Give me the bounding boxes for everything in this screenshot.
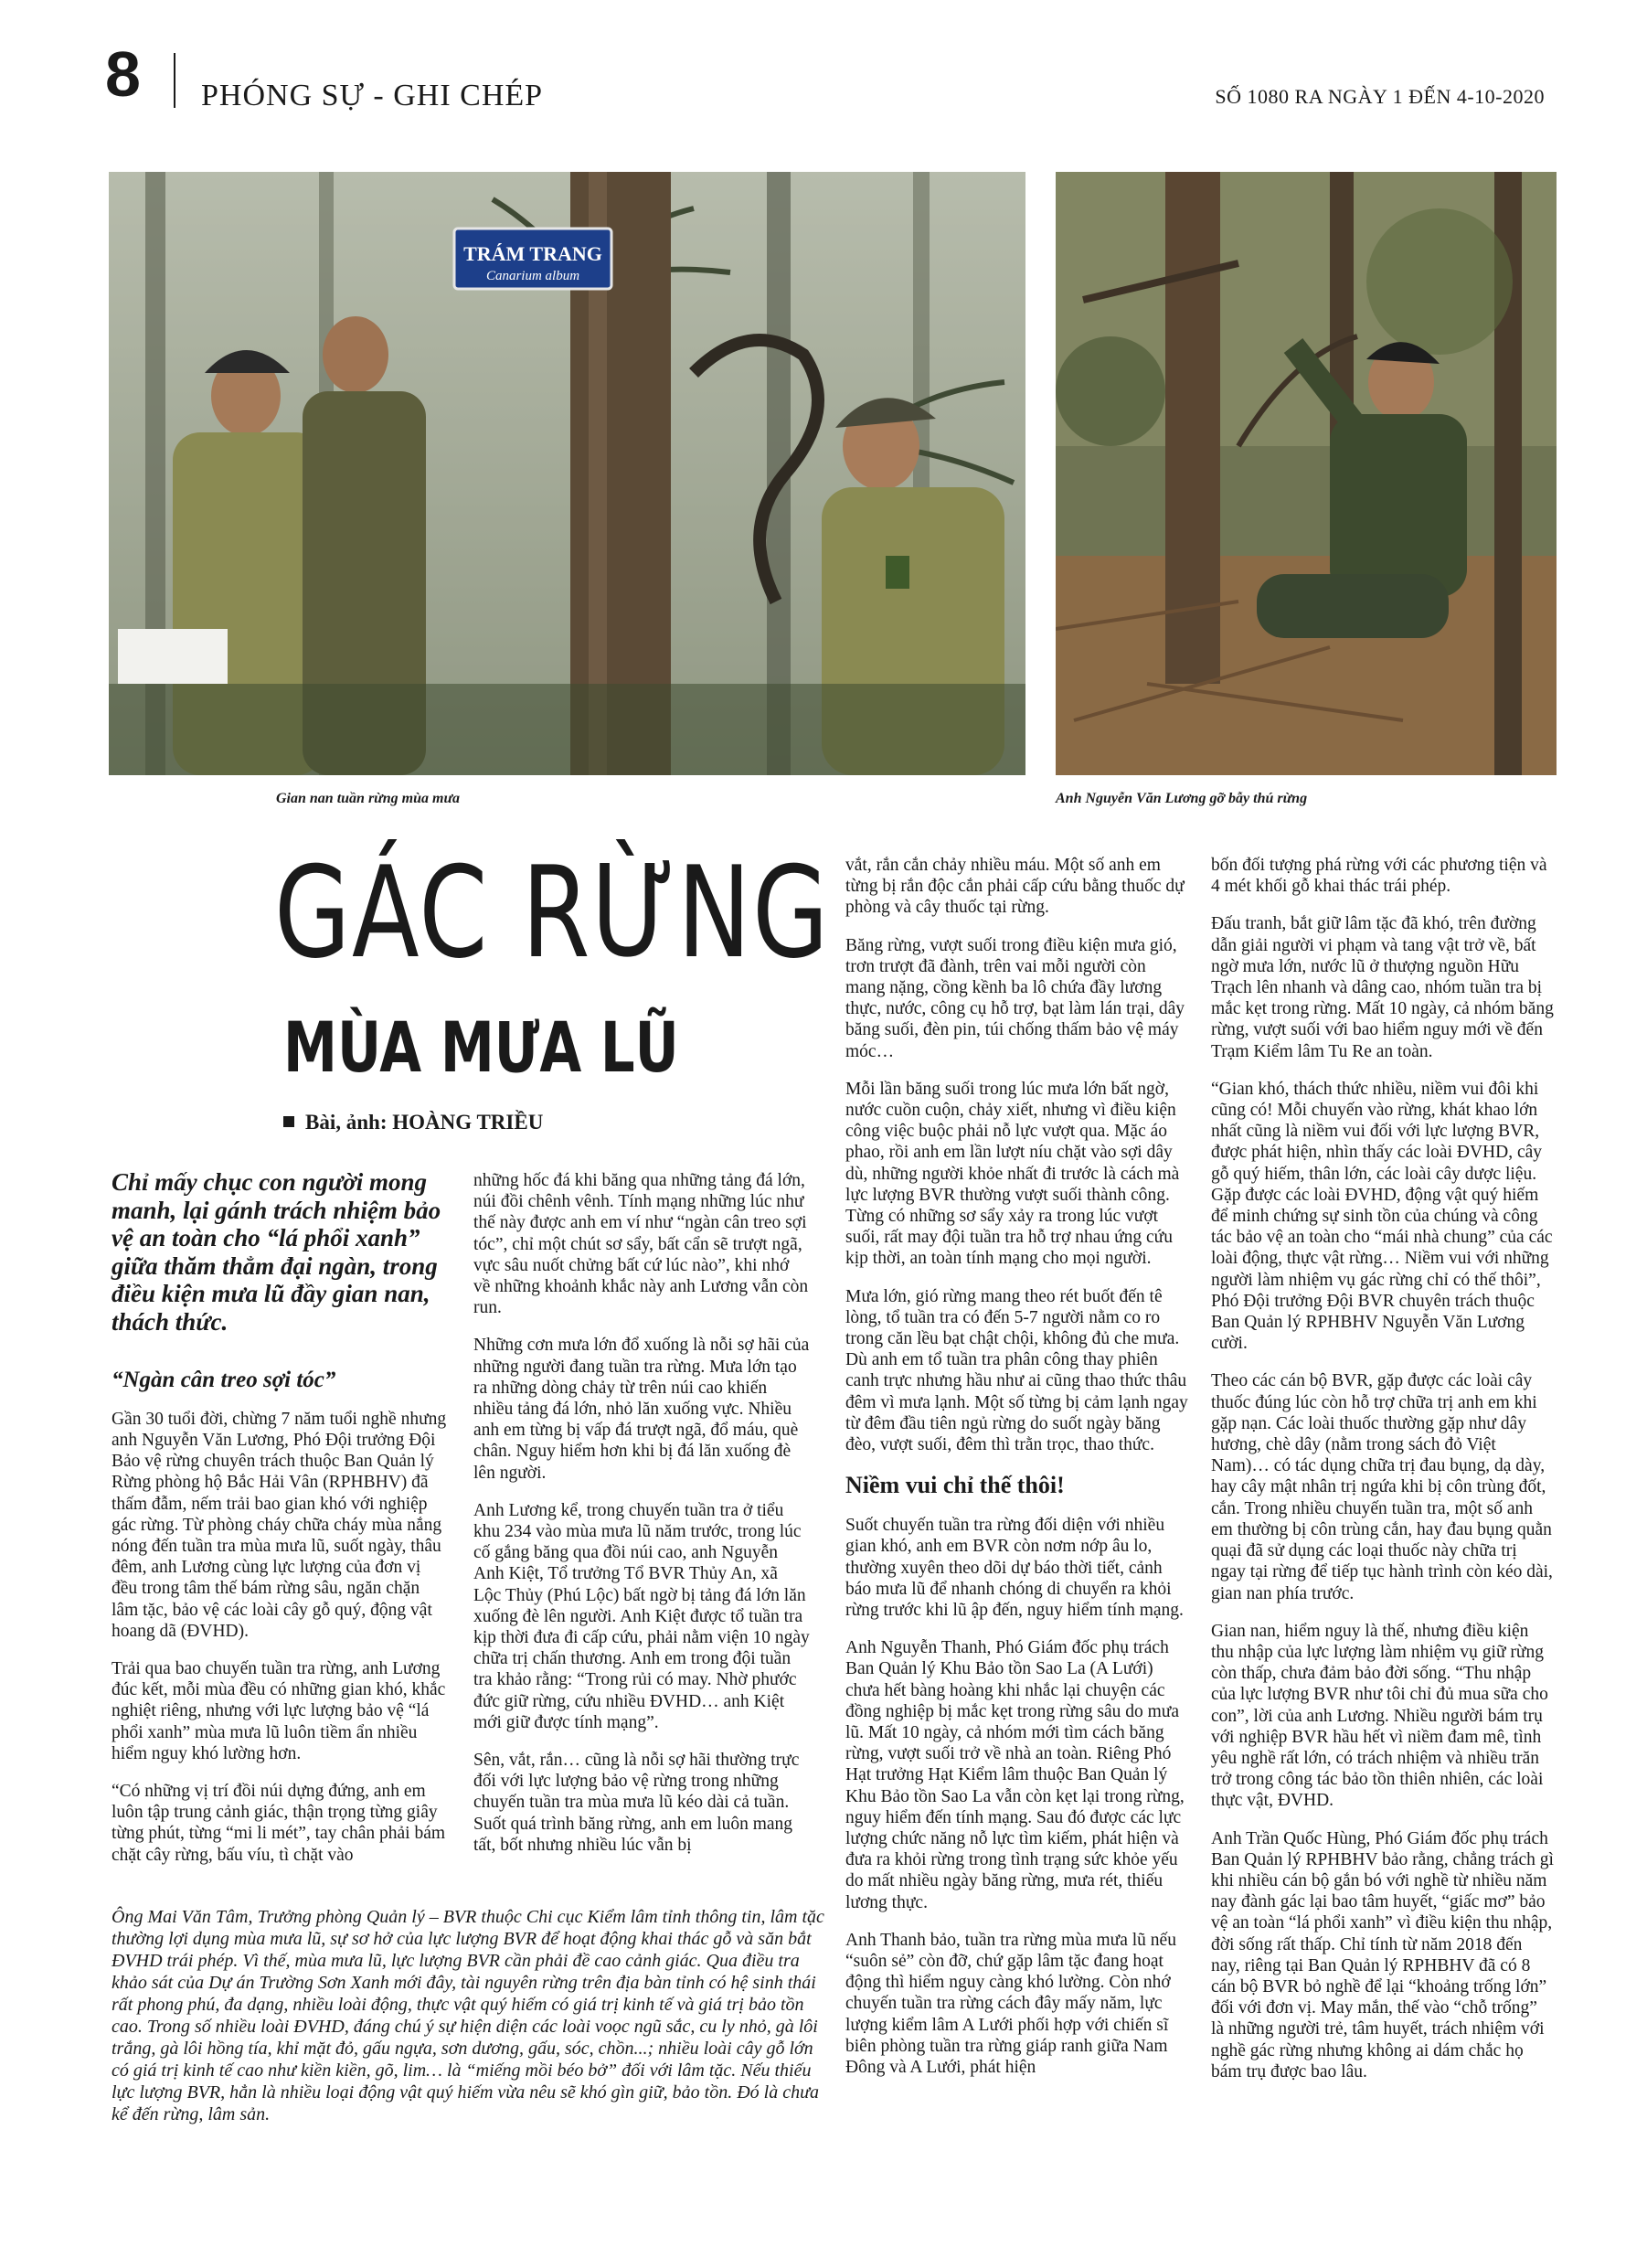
byline	[283, 1111, 543, 1134]
paragraph: “Có những vị trí đồi núi dựng đứng, anh em luôn tập trung cảnh giác, thận trọng từng giây từng phút, từng “mi li mét”, tay chân phải bám chặt cây rừng, bấu víu, tì chặt vào	[112, 1782, 446, 1865]
subhead-2: Niềm vui chỉ thế thôi!	[845, 1472, 1065, 1499]
paragraph: những hốc đá khi băng qua những tảng đá lớn, núi đồi chênh vênh. Tính mạng những lúc như thế này được anh em ví như “ngàn cân treo sợi tóc”, chỉ một chút sơ sẩy, bất cẩn sẽ trượt ngã, vực sâu nuốt chửng bất cứ lúc nào”, khi nhớ về những khoảnh khắc này anh Lương vẫn còn run.	[473, 1171, 809, 1318]
column-4	[1211, 855, 1554, 2099]
header-divider	[174, 53, 175, 108]
byline-bullet	[283, 1116, 294, 1127]
sign-latin: Canarium album	[485, 269, 580, 283]
paragraph: Anh Trần Quốc Hùng, Phó Giám đốc phụ trách Ban Quản lý RPHBHV bảo rằng, chẳng trách gì khi nhiều cán bộ gắn bó với nghề từ nhiều năm nay đành gác lại bao tâm huyết, “giấc mơ” bảo vệ an toàn “lá phổi xanh” vì điều kiện thu nhập, đời sống rất thấp. Chỉ tính từ năm 2018 đến nay, riêng tại Ban Quản lý RPHBHV đã có 8 cán bộ BVR bỏ nghề để lại “khoảng trống lớn” đối với đơn vị. May mắn, thế vào “chỗ trống” là những người trẻ, tâm huyết, trách nhiệm với nghề gác rừng nhưng không ai dám chắc họ bám trụ được bao lâu.	[1211, 1828, 1554, 2082]
paragraph: bốn đối tượng phá rừng với các phương tiện và 4 mét khối gỗ khai thác trái phép.	[1211, 856, 1547, 897]
subhead-1: “Ngàn cân treo sợi tóc”	[112, 1368, 336, 1392]
photo-trap-removal	[1056, 172, 1557, 775]
paragraph: Anh Thanh bảo, tuần tra rừng mùa mưa lũ nếu “suôn sẻ” còn đỡ, chứ gặp lâm tặc đang hoạt động thì hiểm nguy càng khó lường. Còn nhớ chuyến tuần tra rừng cách đây mấy năm, lực lượng kiểm lâm A Lưới phối hợp với chiến sĩ biên phòng tuần tra rừng giáp ranh giữa Nam Đông và A Lưới, phát hiện	[845, 1930, 1176, 2078]
paragraph: Anh Nguyễn Thanh, Phó Giám đốc phụ trách Ban Quản lý Khu Bảo tồn Sao La (A Lưới) chưa hết bàng hoàng khi nhắc lại chuyện các đồng nghiệp bị mắc kẹt trong rừng sâu do mưa lũ. Mất 10 ngày, cả nhóm mới tìm cách băng rừng, vượt suối trở về nhà an toàn. Riêng Phó Hạt trưởng Hạt Kiểm lâm thuộc Ban Quản lý Khu Bảo tồn Sao La vẫn còn kẹt lại trong rừng, nguy hiểm đến tính mạng. Sau đó được các lực lượng chức năng nỗ lực tìm kiếm, phát hiện và đưa ra khỏi rừng trong tình trạng sức khỏe yếu do mất nhiều ngày băng rừng, mưa rét, thiếu lương thực.	[845, 1638, 1185, 1912]
photo-patrol	[109, 172, 1025, 775]
paragraph: “Gian khó, thách thức nhiều, niềm vui đôi khi cũng có! Mỗi chuyến vào rừng, khát khao lớn nhất cũng là niềm vui đối với lực lượng BVR, được phát hiện, nhìn thấy các loài ĐVHD, cây gỗ quý hiếm, thân lớn, các loài cây dược liệu. Gặp được các loài ĐVHD, động vật quý hiếm để minh chứng sự sinh tồn của chúng và công tác bảo vệ an toàn cho “mái nhà chung” của các loài động, thực vật rừng… Niềm vui với những người làm nhiệm vụ gác rừng chỉ có thế thôi”, Phó Đội trưởng Đội BVR chuyên trách thuộc Ban Quản lý RPHBHV Nguyễn Văn Lương cười.	[1211, 1079, 1553, 1354]
section-title: PHÓNG SỰ - GHI CHÉP	[201, 79, 544, 112]
paragraph: Những cơn mưa lớn đổ xuống là nỗi sợ hãi của những người đang tuần tra rừng. Mưa lớn tạo ra những dòng chảy từ trên núi cao khiến nhiều tảng đá lớn, nhỏ lăn xuống vực. Nhiều anh em từng bị vấp đá trượt ngã, đổ máu, què chân. Nguy hiểm hơn khi bị đá lăn xuống đè lên người.	[473, 1336, 810, 1483]
sidebar-quote: Ông Mai Văn Tâm, Trưởng phòng Quản lý – BVR thuộc Chi cục Kiểm lâm tỉnh thông tin, lâm tặc thường lợi dụng mùa mưa lũ, sự sơ hở của lực lượng BVR để hoạt động khai thác gỗ và săn bắt ĐVHD trái phép. Vì thế, mùa mưa lũ, lực lượng BVR cần phải đề cao cảnh giác. Qua điều tra khảo sát của Dự án Trường Sơn Xanh mới đây, tài nguyên rừng trên địa bàn tỉnh có hệ sinh thái rất phong phú, đa dạng, nhiều loài động, thực vật quý hiếm có giá trị kinh tế và giá trị bảo tồn cao. Trong số nhiều loài ĐVHD, đáng chú ý sự hiện diện các loài voọc ngũ sắc, cu ly nhỏ, gà lôi trắng, gà lôi hồng tía, khỉ mặt đỏ, gấu ngựa, sơn dương, gấu, sóc, chồn...; nhiều loài cây gỗ lớn có giá trị kinh tế cao như kiền kiền, gõ, lim… là “miếng mồi béo bở” đối với lâm tặc. Nếu thiếu lực lượng BVR, hẳn là nhiều loại động vật quý hiếm vừa nêu sẽ khó gìn giữ, bảo tồn. Đó là chưa kể đến rừng, lâm sản.	[112, 1907, 824, 2124]
paragraph: Gian nan, hiểm nguy là thế, nhưng điều kiện thu nhập của lực lượng làm nhiệm vụ giữ rừng còn thấp, chưa đảm bảo đời sống. “Thu nhập của lực lượng BVR như tôi chỉ đủ mua sữa cho con”, lời của anh Lương. Nhiều người bám trụ với nghiệp BVR hầu hết vì niềm đam mê, tình yêu nghề rất lớn, có trách nhiệm và nhiều trăn trở trong công tác bảo tồn thiên nhiên, các loài thực vật, ĐVHD.	[1211, 1621, 1548, 1811]
paragraph: Sên, vắt, rắn… cũng là nỗi sợ hãi thường trực đối với lực lượng bảo vệ rừng trong những chuyến tuần tra mùa mưa lũ kéo dài cả tuần. Suốt quá trình băng rừng, anh em luôn mang tất, bốt nhưng nhiều lúc vẫn bị	[473, 1751, 800, 1855]
sign-name: TRÁM TRANG	[463, 242, 602, 265]
byline-text: Bài, ảnh: HOÀNG TRIỀU	[305, 1111, 544, 1134]
paragraph: Suốt chuyến tuần tra rừng đối diện với nhiều gian khó, anh em BVR còn nơm nớp âu lo, thường xuyên theo dõi dự báo thời tiết, cảnh báo mưa lũ để nhanh chóng di chuyển ra khỏi rừng trước khi lũ ập đến, nguy hiểm tính mạng.	[845, 1516, 1184, 1621]
column-1	[112, 1367, 448, 1882]
paragraph: Gần 30 tuổi đời, chừng 7 năm tuổi nghề nhưng anh Nguyễn Văn Lương, Phó Đội trưởng Đội Bảo vệ rừng chuyên trách thuộc Ban Quản lý Rừng phòng hộ Bắc Hải Vân (RPHBHV) đã thấm đẫm, nếm trải bao gian khó với nghiệp gác rừng. Từ phòng cháy chữa cháy mùa nắng nóng đến tuần tra mùa mưa lũ, suốt ngày, thâu đêm, anh Lương cùng lực lượng của đơn vị đều trong tâm thế bám rừng sâu, ngăn chặn lâm tặc, bảo vệ các loài cây gỗ quý, động vật hoang dã (ĐVHD).	[112, 1409, 447, 1641]
article-subtitle: MÙA MƯA LŨ	[283, 1006, 679, 1088]
column-3	[845, 855, 1188, 2094]
photo-caption-right: Anh Nguyễn Văn Lương gỡ bẫy thú rừng	[1056, 791, 1308, 806]
paragraph: vắt, rắn cắn chảy nhiều máu. Một số anh em từng bị rắn độc cắn phải cấp cứu bằng thuốc dự phòng và cây thuốc tại rừng.	[845, 856, 1185, 918]
article-title: GÁC RỪNG	[274, 839, 831, 986]
paragraph: Trải qua bao chuyến tuần tra rừng, anh Lương đúc kết, mỗi mùa đều có những gian khó, khắc nghiệt riêng, nhưng với lực lượng bảo vệ “lá phổi xanh” mùa mưa lũ luôn tiềm ẩn nhiều hiểm nguy khó lường hơn.	[112, 1658, 446, 1763]
paragraph: Băng rừng, vượt suối trong điều kiện mưa gió, trơn trượt đã đành, trên vai mỗi người còn mang nặng, cồng kềnh ba lô chứa đầy lương thực, nước, công cụ hỗ trợ, bạt làm lán trại, dây băng suối, đèn pin, túi chống thấm bảo vệ máy móc…	[845, 935, 1185, 1061]
column-2	[473, 1170, 810, 1872]
issue-date: SỐ 1080 RA NGÀY 1 ĐẾN 4-10-2020	[1215, 85, 1545, 108]
article-lead: Chỉ mấy chục con người mong manh, lại gánh trách nhiệm bảo vệ an toàn cho “lá phổi xanh” giữa thăm thẳm đại ngàn, trong điều kiện mưa lũ đầy gian nan, thách thức.	[112, 1168, 441, 1336]
page-number: 8	[105, 38, 141, 110]
photo-caption-left: Gian nan tuần rừng mùa mưa	[276, 791, 461, 806]
paragraph: Mỗi lần băng suối trong lúc mưa lớn bất ngờ, nước cuồn cuộn, chảy xiết, nhưng vì điều kiện công việc buộc phải nỗ lực vượt qua. Mặc áo phao, rồi anh em lần lượt níu chặt vào sợi dây dù, những người khỏe nhất đi trước là cách mà lực lượng BVR thường vượt suối thành công. Từng có những sơ sẩy xảy ra trong lúc vượt suối, rất may đội tuần tra hỗ trợ nhau ứng cứu kịp thời, an toàn tính mạng cho mọi người.	[845, 1079, 1180, 1269]
paragraph: Theo các cán bộ BVR, gặp được các loài cây thuốc đúng lúc còn hỗ trợ chữa trị anh em khi gặp nạn. Các loài thuốc thường gặp như dây hương, chè dây (nằm trong sách đỏ Việt Nam)… có tác dụng chữa trị đau bụng, dạ dày, hay cây mật nhân trị ngứa khi bị côn trùng đốt, cắn. Trong nhiều chuyến tuần tra, một số anh em thường bị côn trùng cắn, hay đau bụng quằn quại đã sử dụng các loại thuốc này chữa trị ngay tại rừng để tiếp tục hành trình còn kéo dài, gian nan phía trước.	[1211, 1371, 1553, 1603]
paragraph: Anh Lương kể, trong chuyến tuần tra ở tiểu khu 234 vào mùa mưa lũ năm trước, trong lúc cố gắng băng qua đồi núi cao, anh Nguyễn Anh Kiệt, Tổ trưởng Tổ BVR Thủy An, xã Lộc Thủy (Phú Lộc) bất ngờ bị tảng đá lớn lăn xuống đè lên người. Anh Kiệt được tổ tuần tra kịp thời đưa đi cấp cứu, phải nằm viện 10 ngày chữa trị chấn thương. Anh em trong đội tuần tra khảo rằng: “Trong rủi có may. Nhờ phước đức giữ rừng, cứu nhiều ĐVHD… anh Kiệt mới giữ được tính mạng”.	[473, 1500, 810, 1732]
paragraph: Mưa lớn, gió rừng mang theo rét buốt đến tê lòng, tổ tuần tra có đến 5-7 người nằm co ro trong căn lều bạt chật chội, không đủ che mưa. Dù anh em tổ tuần tra phân công thay phiên canh trực nhưng hầu như ai cũng thao thức thâu đêm vì mưa lạnh. Một số từng bị cảm lạnh ngay từ đêm đầu tiên ngủ rừng do suốt ngày băng đèo, vượt suối, đêm thì trằn trọc, thao thức.	[845, 1286, 1188, 1455]
paragraph: Đấu tranh, bắt giữ lâm tặc đã khó, trên đường dẫn giải người vi phạm và tang vật trở về, bất ngờ mưa lớn, nước lũ ở thượng nguồn Hữu Trạch lên nhanh và dâng cao, nhóm tuần tra bị mắc kẹt trong rừng. Mất 10 ngày, cả nhóm băng rừng, vượt suối với bao hiểm nguy mới về đến Trạm Kiểm lâm Tu Re an toàn.	[1211, 914, 1554, 1061]
